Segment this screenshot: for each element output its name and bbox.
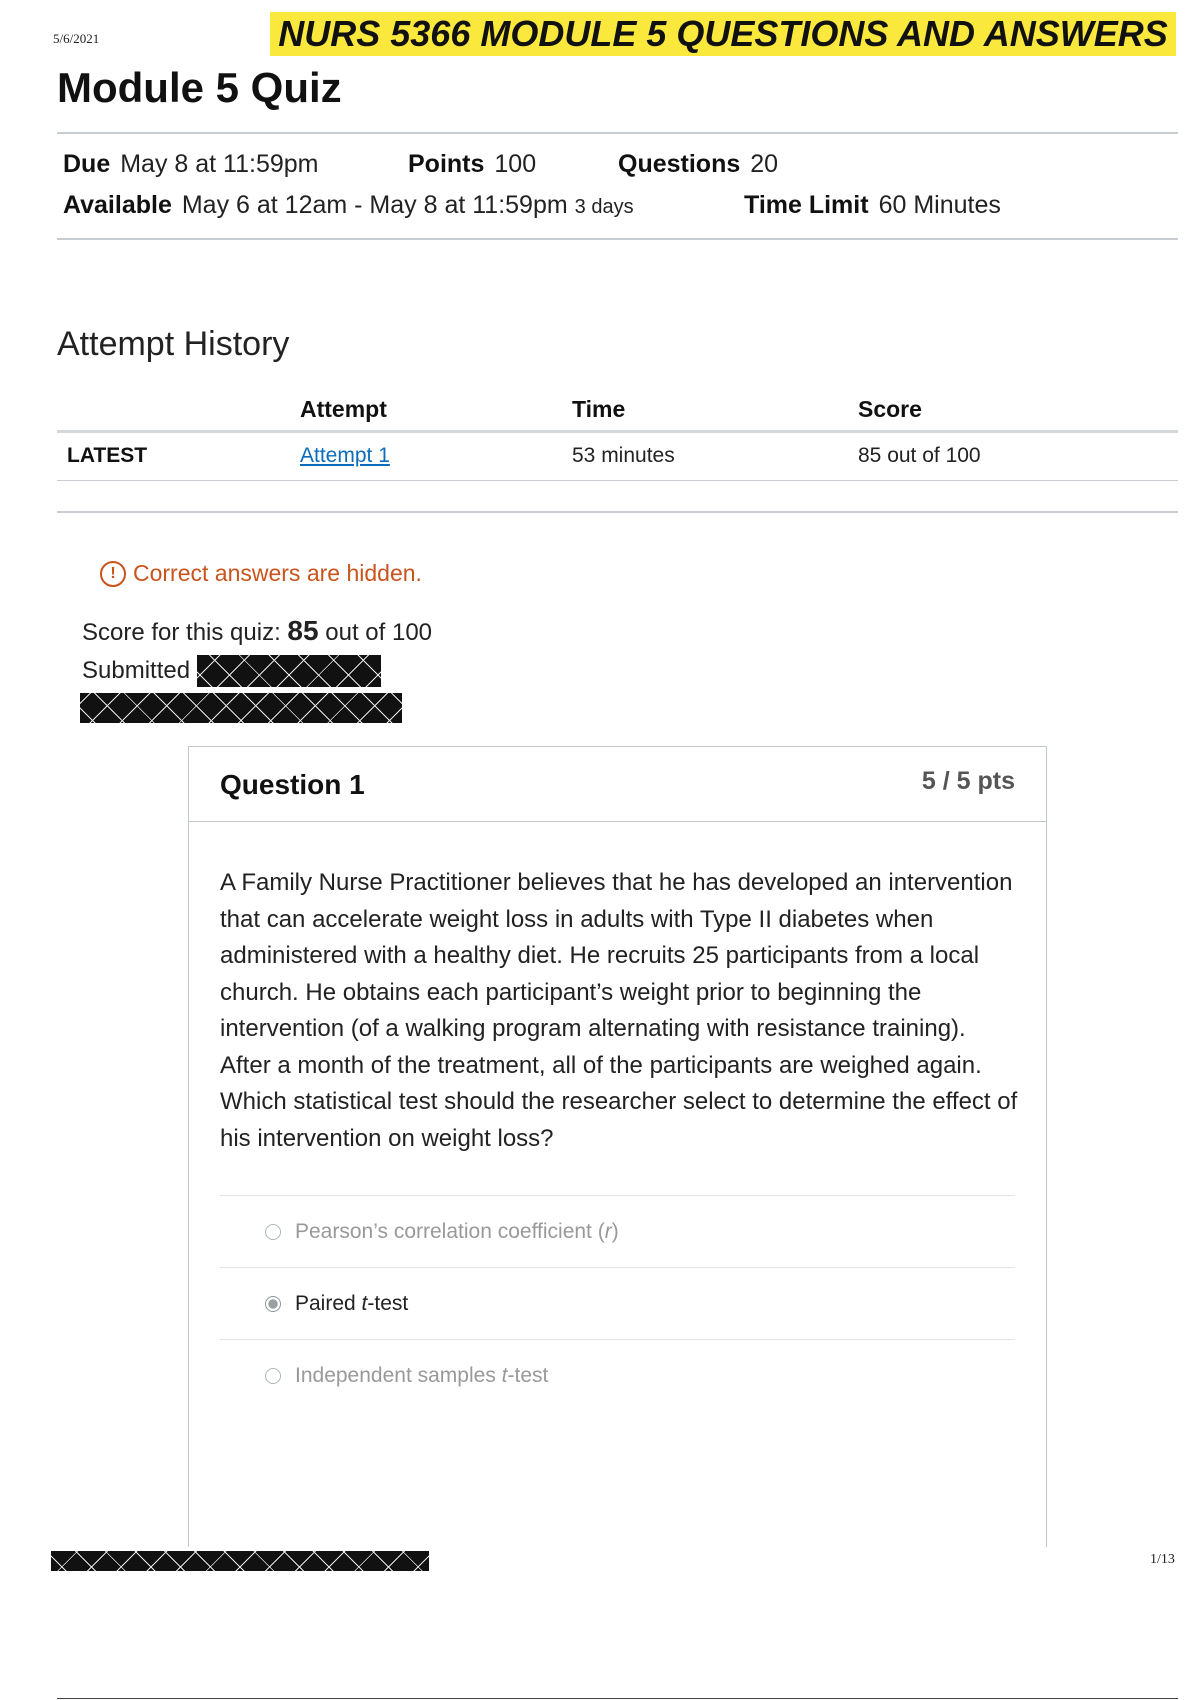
quiz-due (63, 150, 319, 179)
attempt-link[interactable]: Attempt 1 (300, 444, 390, 467)
radio-button-selected[interactable] (265, 1296, 281, 1312)
question-header (189, 747, 1046, 822)
table-header-divider (57, 430, 1178, 433)
page-title: Module 5 Quiz (57, 64, 342, 111)
score-label: Score for this quiz: (82, 619, 281, 646)
question-points: 5 / 5 pts (921, 767, 1015, 795)
divider (57, 238, 1178, 240)
available-duration: 3 days (574, 196, 634, 218)
question-title: Question 1 (220, 769, 365, 800)
page-number: 1/13 (1150, 1552, 1175, 1567)
question-text: A Family Nurse Practitioner believes that he has developed an intervention that can accelerate weight loss in adults with Type II diabetes when administered with a healthy diet. He recruits 25 participants from a local church. He obtains each participant’s weight prior to beginning the intervention (of a walking program alternating with resistance training). After a month of the treatment, all of the participants are weighed again. Which statistical test should the researcher select to determine the effect of his intervention on weight loss? (220, 869, 1018, 1152)
radio-button[interactable] (265, 1368, 281, 1384)
redaction-block (80, 693, 402, 723)
available-value: May 6 at 12am - May 8 at 11:59pm (181, 191, 568, 219)
answer-italic-symbol: t (361, 1292, 368, 1315)
print-date: 5/6/2021 (53, 31, 100, 46)
answer-option-selected[interactable] (220, 1267, 1015, 1340)
submitted-label: Submitted (82, 657, 191, 684)
redaction-block (51, 1551, 429, 1571)
time-limit-label: Time Limit (744, 191, 869, 219)
quiz-available (63, 191, 634, 220)
score-suffix: out of 100 (325, 619, 433, 646)
quiz-questions (618, 150, 778, 179)
answer-text: ) (611, 1220, 619, 1243)
exclamation-circle-icon: ! (100, 561, 126, 587)
column-header-time: Time (572, 396, 626, 422)
available-label: Available (63, 191, 172, 219)
answer-text: Independent samples (295, 1364, 502, 1387)
column-header-score: Score (858, 396, 922, 422)
divider (57, 132, 1178, 134)
column-header-attempt: Attempt (300, 396, 387, 422)
questions-label: Questions (618, 150, 741, 178)
answer-label (295, 1364, 548, 1388)
answer-text: Pearson’s correlation coefficient ( (295, 1220, 605, 1243)
quiz-points (408, 150, 536, 179)
attempt-time: 53 minutes (572, 444, 675, 467)
answer-italic-symbol: r (604, 1220, 612, 1243)
answer-italic-symbol: t (501, 1364, 508, 1387)
answer-text: -test (507, 1364, 549, 1387)
notice-text: Correct answers are hidden. (133, 560, 422, 586)
quiz-time-limit (744, 191, 1001, 220)
due-value: May 8 at 11:59pm (120, 150, 319, 178)
attempt-score: 85 out of 100 (858, 444, 981, 467)
answer-option[interactable] (220, 1195, 1015, 1268)
answer-label (295, 1292, 408, 1316)
answer-text: Paired (295, 1292, 362, 1315)
table-row-divider (57, 480, 1178, 481)
answer-text: -test (367, 1292, 409, 1315)
divider (57, 511, 1178, 513)
page-bottom-rule (57, 1698, 1178, 1699)
points-label: Points (408, 150, 485, 178)
quiz-score (82, 615, 432, 647)
time-limit-value: 60 Minutes (878, 191, 1001, 219)
due-label: Due (63, 150, 111, 178)
answers-hidden-notice (100, 560, 422, 587)
radio-button[interactable] (265, 1224, 281, 1240)
score-value: 85 (287, 615, 319, 646)
points-value: 100 (494, 150, 537, 178)
redaction-block (197, 655, 381, 687)
answer-label (295, 1220, 619, 1244)
attempt-history-title: Attempt History (57, 325, 290, 363)
questions-value: 20 (750, 150, 779, 178)
document-title-banner: NURS 5366 MODULE 5 QUESTIONS AND ANSWERS (270, 12, 1176, 56)
answer-option[interactable] (220, 1339, 1015, 1412)
question-card (188, 746, 1047, 1547)
latest-badge: LATEST (67, 444, 148, 467)
